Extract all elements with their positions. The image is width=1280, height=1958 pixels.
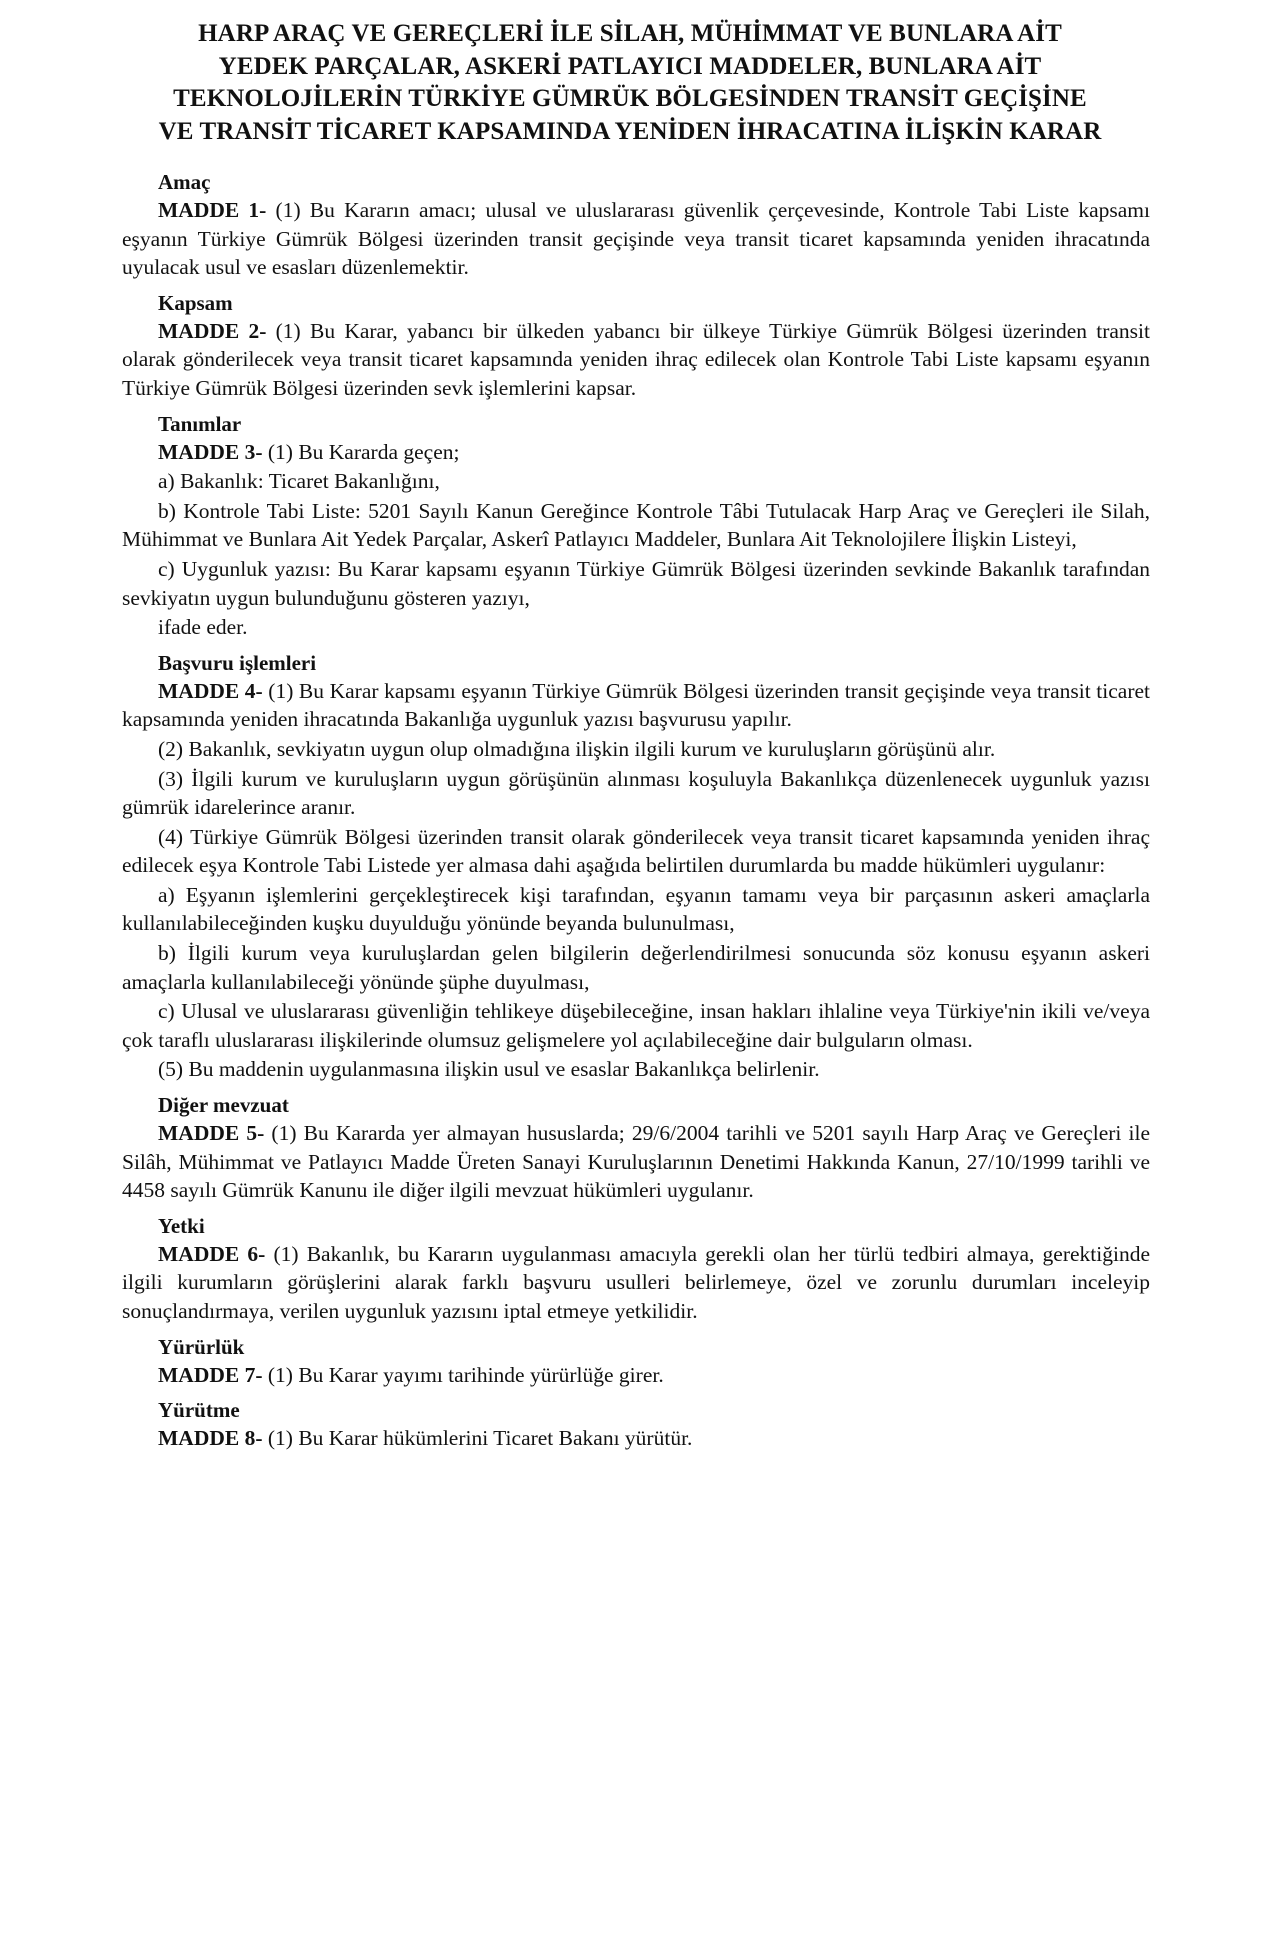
article-paragraph [122,677,1150,734]
article-paragraph [122,613,1150,642]
article-paragraph [122,823,1150,880]
article-text: c) Uygunluk yazısı: Bu Karar kapsamı eşyanın Türkiye Gümrük Bölgesi üzerinden sevkinde Bakanlık tarafından sevkiyatın uygun bulunduğunu gösteren yazıyı, [122,556,1150,610]
article-paragraph [122,1119,1150,1205]
section-heading: Kapsam [158,290,233,315]
article-label: MADDE 6- [158,1241,266,1266]
section-tanimlar [122,412,1150,642]
article-text: ifade eder. [158,615,248,640]
article-paragraph [122,1055,1150,1084]
section-basvuru-islemleri [122,651,1150,1084]
section-yurutme [122,1398,1150,1453]
article-text: (1) Bu Karar hükümlerini Ticaret Bakanı yürütür. [262,1426,693,1451]
section-heading: Tanımlar [158,411,242,436]
article-paragraph [122,997,1150,1054]
article-text: b) Kontrole Tabi Liste: 5201 Sayılı Kanun Gereğince Kontrole Tâbi Tutulacak Harp Araç ve Gereçleri ile Silah, Mühimmat ve Bunlara Ait Yedek Parçalar, Askerî Patlayıcı Maddeler, Bunlara Ait Teknolojilere İlişkin Listeyi, [122,498,1150,552]
section-heading: Başvuru işlemleri [158,650,317,675]
section-amac [122,170,1150,282]
article-paragraph [122,555,1150,612]
document-body [100,170,1160,1453]
article-paragraph [122,881,1150,938]
article-text: (1) Bu Kararda yer almayan hususlarda; 29/6/2004 tarihli ve 5201 sayılı Harp Araç ve Gereçleri ile Silâh, Mühimmat ve Patlayıcı Madde Üreten Sanayi Kuruluşlarının Denetimi Hakkında Kanun, 27/10/1999 tarihli ve 4458 sayılı Gümrük Kanunu ile diğer ilgili mevzuat hükümleri uygulanır. [122,1121,1151,1203]
article-label: MADDE 2- [158,318,267,343]
article-paragraph [122,1361,1150,1390]
article-text: a) Bakanlık: Ticaret Bakanlığını, [158,469,440,494]
article-label: MADDE 4- [158,678,263,703]
page-title-line-3: TEKNOLOJİLERİN TÜRKİYE GÜMRÜK BÖLGESİNDEN TRANSİT GEÇİŞİNE [173,85,1087,112]
article-label: MADDE 1- [158,198,267,222]
section-diger-mevzuat [122,1093,1150,1205]
article-text: (1) Bu Karar yayımı tarihinde yürürlüğe girer. [262,1362,664,1387]
section-kapsam [122,291,1150,403]
article-paragraph [122,467,1150,496]
article-text: b) İlgili kurum veya kuruluşlardan gelen bilgilerin değerlendirilmesi sonucunda söz konusu eşyanın askeri amaçlarla kullanılabileceği yönünde şüphe duyulması, [122,941,1150,994]
article-text: a) Eşyanın işlemlerini gerçekleştirecek kişi tarafından, eşyanın tamamı veya bir parçasının askeri amaçlarla kullanılabileceğinden kuşku duyulduğu yönünde beyanda bulunulması, [122,882,1150,936]
article-paragraph [122,438,1150,467]
section-yetki [122,1214,1150,1326]
article-text: (4) Türkiye Gümrük Bölgesi üzerinden transit olarak gönderilecek veya transit ticaret kapsamında yeniden ihraç edilecek eşya Kontrole Tabi Listede yer almasa dahi aşağıda belirtilen durumlarda bu madde hükümleri uygulanır: [122,824,1150,878]
article-text: (1) Bu Kararda geçen; [262,439,460,464]
article-paragraph [122,497,1150,554]
page-title-line-2: YEDEK PARÇALAR, ASKERİ PATLAYICI MADDELER, BUNLARA AİT [218,52,1042,80]
article-text: (1) Bu Kararın amacı; ulusal ve uluslararası güvenlik çerçevesinde, Kontrole Tabi Liste kapsamı eşyanın Türkiye Gümrük Bölgesi üzerinden transit geçişinde veya transit ticaret kapsamında yeniden ihracatında uyulacak usul ve esasları düzenlemektir. [122,198,1150,280]
section-heading: Amaç [158,170,211,194]
section-heading: Diğer mevzuat [158,1093,289,1118]
article-paragraph [122,1424,1150,1453]
article-text: (5) Bu maddenin uygulanmasına ilişkin usul ve esaslar Bakanlıkça belirlenir. [158,1057,820,1082]
article-paragraph [122,735,1150,764]
article-label: MADDE 7- [158,1362,263,1387]
article-label: MADDE 8- [158,1426,263,1451]
page-title-line-1: HARP ARAÇ VE GEREÇLERİ İLE SİLAH, MÜHİMMAT VE BUNLARA AİT [198,20,1062,47]
article-text: (1) Bakanlık, bu Kararın uygulanması amacıyla gerekli olan her türlü tedbiri almaya, gerektiğinde ilgili kurumların görüşlerini alarak farklı başvuru usulleri belirlemeye, özel ve zorunlu durumları inceleyip sonuçlandırmaya, verilen uygunluk yazısını iptal etmeye yetkilidir. [122,1241,1150,1323]
section-heading: Yürürlük [158,1334,245,1359]
article-text: (1) Bu Karar kapsamı eşyanın Türkiye Gümrük Bölgesi üzerinden transit geçişinde veya transit ticaret kapsamında yeniden ihracatında Bakanlığa uygunluk yazısı başvurusu yapılır. [122,678,1150,732]
article-paragraph [122,196,1150,282]
article-paragraph [122,317,1150,403]
article-paragraph [122,765,1150,822]
article-text: (2) Bakanlık, sevkiyatın uygun olup olmadığına ilişkin ilgili kurum ve kuruluşların görüşünü alır. [158,736,996,761]
article-text: (3) İlgili kurum ve kuruluşların uygun görüşünün alınması koşuluyla Bakanlıkça düzenlenecek uygunluk yazısı gümrük idarelerince aranır. [122,766,1150,820]
page-title [100,18,1160,148]
article-label: MADDE 3- [158,439,263,464]
section-yururluk [122,1335,1150,1390]
article-paragraph [122,939,1150,996]
page-title-line-4: VE TRANSİT TİCARET KAPSAMINDA YENİDEN İHRACATINA İLİŞKİN KARAR [158,117,1102,145]
section-heading: Yürütme [158,1398,240,1423]
section-heading: Yetki [158,1213,205,1238]
article-paragraph [122,1240,1150,1326]
article-label: MADDE 5- [158,1121,265,1146]
article-text: (1) Bu Karar, yabancı bir ülkeden yabancı bir ülkeye Türkiye Gümrük Bölgesi üzerinden transit olarak gönderilecek veya transit ticaret kapsamında yeniden ihraç edilecek olan Kontrole Tabi Liste kapsamı eşyanın Türkiye Gümrük Bölgesi üzerinden sevk işlemlerini kapsar. [122,318,1150,400]
article-text: c) Ulusal ve uluslararası güvenliğin tehlikeye düşebileceğine, insan hakları ihlaline veya Türkiye'nin ikili ve/veya çok taraflı uluslararası ilişkilerinde olumsuz gelişmelere yol açılabileceğine dair bulguların olması. [122,999,1150,1052]
